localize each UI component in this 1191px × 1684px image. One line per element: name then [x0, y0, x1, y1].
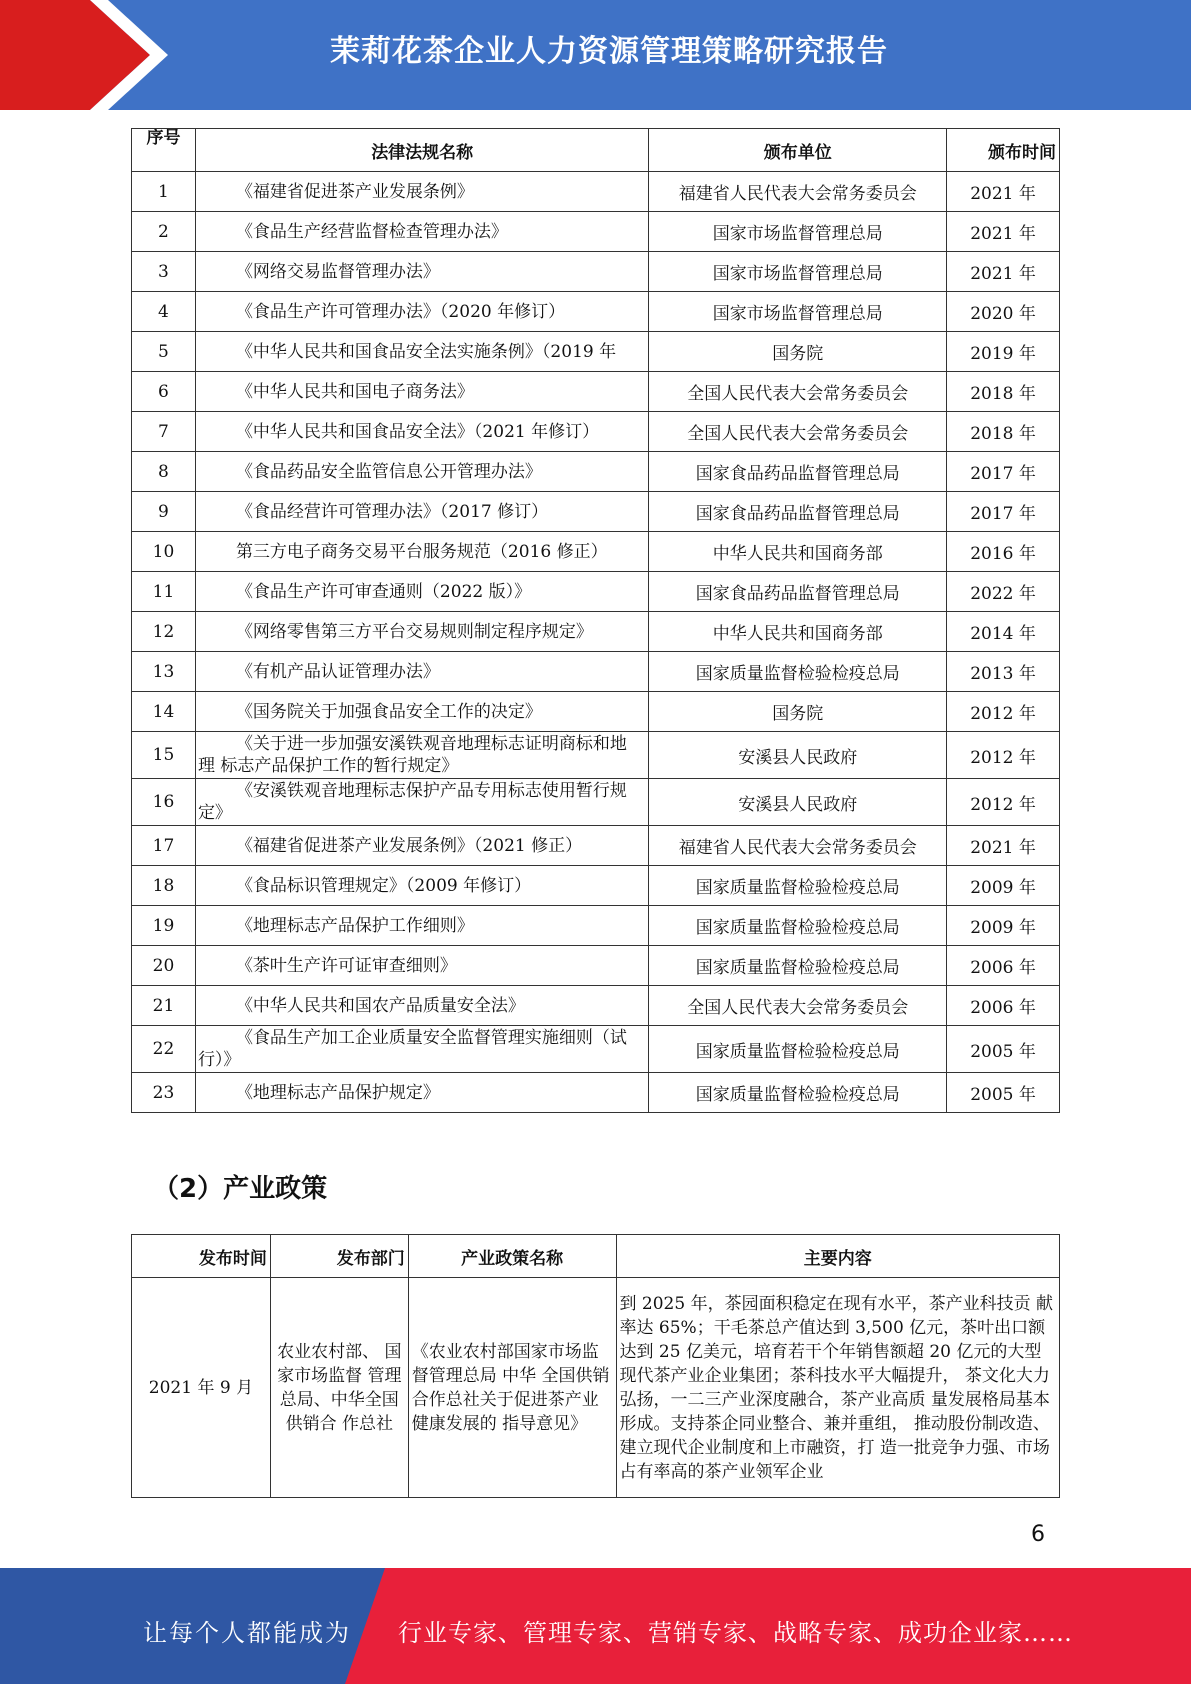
cell-seq: 9 — [132, 492, 196, 532]
cell-seq: 22 — [132, 1026, 196, 1073]
cell-issuer: 国家市场监督管理总局 — [649, 212, 947, 252]
cell-year: 2022 年 — [947, 572, 1060, 612]
cell-seq: 18 — [132, 866, 196, 906]
table-row — [132, 332, 1060, 372]
cell-issuer: 国家质量监督检验检疫总局 — [649, 1073, 947, 1113]
cell-law-name — [195, 652, 649, 692]
table-row — [132, 906, 1060, 946]
law-name-line: 《福建省促进茶产业发展条例》（2021 修正） — [235, 835, 583, 856]
col-header-name: 法律法规名称 — [195, 129, 649, 172]
cell-issuer: 中华人民共和国商务部 — [649, 612, 947, 652]
cell-year: 2012 年 — [947, 779, 1060, 826]
cell-law-name — [195, 866, 649, 906]
page-number: 6 — [1031, 1522, 1045, 1547]
table-row — [132, 826, 1060, 866]
cell-year: 2021 年 — [947, 172, 1060, 212]
cell-law-name — [195, 732, 649, 779]
table-row — [132, 779, 1060, 826]
table-row — [132, 412, 1060, 452]
law-name-line: 《国务院关于加强食品安全工作的决定》 — [235, 701, 542, 722]
cell-issuer: 国务院 — [649, 692, 947, 732]
table-row — [132, 572, 1060, 612]
cell-law-name — [195, 532, 649, 572]
cell-seq: 14 — [132, 692, 196, 732]
cell-year: 2016 年 — [947, 532, 1060, 572]
table-row — [132, 652, 1060, 692]
law-name-line: 《食品生产经营监督检查管理办法》 — [235, 221, 508, 242]
col-header-seq: 序号 — [132, 129, 196, 172]
cell-issuer: 国家市场监督管理总局 — [649, 252, 947, 292]
cell-seq: 2 — [132, 212, 196, 252]
table-row — [132, 252, 1060, 292]
cell-year: 2005 年 — [947, 1026, 1060, 1073]
cell-seq: 17 — [132, 826, 196, 866]
law-name-line: 《安溪铁观音地理标志保护产品专用标志使用暂行规 — [235, 781, 627, 801]
table-row — [132, 532, 1060, 572]
cell-year: 2021 年 — [947, 252, 1060, 292]
section-title: （2）产业政策 — [153, 1174, 328, 1204]
cell-law-name — [195, 452, 649, 492]
cell-seq: 23 — [132, 1073, 196, 1113]
col-header-content: 主要内容 — [616, 1235, 1060, 1278]
law-name-line: 《食品生产加工企业质量安全监督管理实施细则（试 — [235, 1028, 627, 1048]
cell-seq: 4 — [132, 292, 196, 332]
cell-law-name — [195, 906, 649, 946]
law-name-line: 《网络交易监督管理办法》 — [235, 261, 440, 282]
law-name-line: 《网络零售第三方平台交易规则制定程序规定》 — [235, 621, 593, 642]
cell-law-name — [195, 292, 649, 332]
law-name-line-2: 定》 — [197, 803, 232, 823]
cell-issuer: 国务院 — [649, 332, 947, 372]
cell-year: 2021 年 — [947, 826, 1060, 866]
table-row — [132, 1026, 1060, 1073]
cell-seq: 1 — [132, 172, 196, 212]
cell-seq: 10 — [132, 532, 196, 572]
cell-issuer: 国家食品药品监督管理总局 — [649, 492, 947, 532]
table-row — [132, 1073, 1060, 1113]
cell-issuer: 福建省人民代表大会常务委员会 — [649, 826, 947, 866]
cell-seq: 19 — [132, 906, 196, 946]
cell-issuer: 国家质量监督检验检疫总局 — [649, 906, 947, 946]
law-name-line: 《地理标志产品保护工作细则》 — [235, 915, 474, 936]
law-name-line: 《食品药品安全监管信息公开管理办法》 — [235, 461, 542, 482]
law-name-line: 第三方电子商务交易平台服务规范（2016 修正） — [235, 541, 608, 562]
law-name-line: 《中华人民共和国农产品质量安全法》 — [235, 995, 525, 1016]
cell-year: 2013 年 — [947, 652, 1060, 692]
table-row — [132, 212, 1060, 252]
law-name-line: 《茶叶生产许可证审查细则》 — [235, 955, 457, 976]
cell-law-name — [195, 492, 649, 532]
table-row — [132, 1278, 1060, 1498]
cell-issuer: 福建省人民代表大会常务委员会 — [649, 172, 947, 212]
cell-year: 2020 年 — [947, 292, 1060, 332]
law-name-line: 《食品生产许可管理办法》（2020 年修订） — [235, 301, 566, 322]
cell-year: 2017 年 — [947, 452, 1060, 492]
cell-law-name — [195, 692, 649, 732]
cell-year: 2006 年 — [947, 986, 1060, 1026]
col-header-dept: 发布部门 — [270, 1235, 408, 1278]
cell-issuer: 安溪县人民政府 — [649, 779, 947, 826]
policy-date: 2021 年 9 月 — [132, 1278, 271, 1498]
cell-year: 2014 年 — [947, 612, 1060, 652]
cell-seq: 21 — [132, 986, 196, 1026]
cell-law-name — [195, 986, 649, 1026]
cell-year: 2021 年 — [947, 212, 1060, 252]
law-name-line: 《福建省促进茶产业发展条例》 — [235, 181, 474, 202]
cell-seq: 16 — [132, 779, 196, 826]
cell-law-name — [195, 612, 649, 652]
cell-law-name — [195, 412, 649, 452]
cell-year: 2017 年 — [947, 492, 1060, 532]
cell-issuer: 国家食品药品监督管理总局 — [649, 572, 947, 612]
cell-seq: 15 — [132, 732, 196, 779]
table-row — [132, 986, 1060, 1026]
cell-law-name — [195, 779, 649, 826]
cell-issuer: 国家食品药品监督管理总局 — [649, 452, 947, 492]
law-name-line: 《中华人民共和国食品安全法实施条例》（2019 年 — [235, 341, 617, 362]
cell-year: 2012 年 — [947, 732, 1060, 779]
col-header-year: 颁布时间 — [947, 129, 1060, 172]
cell-year: 2005 年 — [947, 1073, 1060, 1113]
law-name-line: 《食品标识管理规定》（2009 年修订） — [235, 875, 532, 896]
col-header-org: 颁布单位 — [649, 129, 947, 172]
table-row — [132, 172, 1060, 212]
law-name-line: 《中华人民共和国电子商务法》 — [235, 381, 474, 402]
policy-name: 《农业农村部国家市场监督管理总局 中华 全国供销合作总社关于促进茶产业健康发展的 指导意见》 — [408, 1278, 616, 1498]
cell-law-name — [195, 212, 649, 252]
policy-dept: 农业农村部、 国家市场监督 管理总局、中华全国供销合 作总社 — [270, 1278, 408, 1498]
policy-content: 到 2025 年，茶园面积稳定在现有水平，茶产业科技贡 献率达 65%；干毛茶总产值达到 3,500 亿元，茶叶出口额达到 25 亿美元，培育若干个年销售额超 20 亿元的大型现代茶产业企业集团；茶科技水平大幅提升， 茶文化大力弘扬，一二三产业深度融合，茶产业高质 量发展格局基本形成。支持茶企同业整合、兼并重组， 推动股份制改造、建立现代企业制度和上市融资，打 造一批竞争力强、市场占有率高的茶产业领军企业 — [616, 1278, 1060, 1498]
cell-year: 2018 年 — [947, 412, 1060, 452]
cell-seq: 12 — [132, 612, 196, 652]
cell-issuer: 全国人民代表大会常务委员会 — [649, 412, 947, 452]
table-row — [132, 292, 1060, 332]
law-name-line: 《地理标志产品保护规定》 — [235, 1082, 440, 1103]
footer-slogan-left: 让每个人都能成为 — [143, 1619, 351, 1647]
cell-law-name — [195, 252, 649, 292]
cell-year: 2018 年 — [947, 372, 1060, 412]
col-header-policy-name: 产业政策名称 — [408, 1235, 616, 1278]
law-name-line: 《食品经营许可管理办法》（2017 修订） — [235, 501, 549, 522]
cell-year: 2012 年 — [947, 692, 1060, 732]
cell-law-name — [195, 332, 649, 372]
policy-table-header-row — [132, 1235, 1060, 1278]
table-row — [132, 866, 1060, 906]
law-table-header-row — [132, 129, 1060, 172]
cell-issuer: 安溪县人民政府 — [649, 732, 947, 779]
cell-issuer: 国家质量监督检验检疫总局 — [649, 946, 947, 986]
law-name-line-2: 理 标志产品保护工作的暂行规定》 — [197, 756, 459, 776]
cell-seq: 8 — [132, 452, 196, 492]
cell-law-name — [195, 1073, 649, 1113]
header-red-chevron — [0, 0, 150, 110]
cell-seq: 20 — [132, 946, 196, 986]
cell-issuer: 国家市场监督管理总局 — [649, 292, 947, 332]
cell-seq: 11 — [132, 572, 196, 612]
table-row — [132, 732, 1060, 779]
cell-seq: 13 — [132, 652, 196, 692]
cell-seq: 3 — [132, 252, 196, 292]
cell-year: 2009 年 — [947, 906, 1060, 946]
cell-law-name — [195, 826, 649, 866]
policy-table — [131, 1234, 1060, 1498]
cell-law-name — [195, 372, 649, 412]
table-row — [132, 372, 1060, 412]
cell-issuer: 全国人民代表大会常务委员会 — [649, 986, 947, 1026]
cell-seq: 7 — [132, 412, 196, 452]
cell-year: 2006 年 — [947, 946, 1060, 986]
table-row — [132, 492, 1060, 532]
cell-year: 2019 年 — [947, 332, 1060, 372]
law-table — [131, 128, 1060, 1113]
cell-issuer: 国家质量监督检验检疫总局 — [649, 652, 947, 692]
table-row — [132, 946, 1060, 986]
cell-issuer: 国家质量监督检验检疫总局 — [649, 1026, 947, 1073]
table-row — [132, 612, 1060, 652]
cell-issuer: 中华人民共和国商务部 — [649, 532, 947, 572]
cell-seq: 6 — [132, 372, 196, 412]
law-name-line: 《食品生产许可审查通则（2022 版）》 — [235, 581, 532, 602]
header-title: 茉莉花茶企业人力资源管理策略研究报告 — [330, 34, 888, 69]
cell-seq: 5 — [132, 332, 196, 372]
col-header-date: 发布时间 — [132, 1235, 271, 1278]
footer-slogan-right: 行业专家、管理专家、营销专家、战略专家、成功企业家…… — [398, 1619, 1073, 1647]
law-name-line: 《有机产品认证管理办法》 — [235, 661, 440, 682]
table-row — [132, 692, 1060, 732]
cell-issuer: 国家质量监督检验检疫总局 — [649, 866, 947, 906]
cell-law-name — [195, 572, 649, 612]
law-name-line: 《中华人民共和国食品安全法》（2021 年修订） — [235, 421, 600, 442]
cell-year: 2009 年 — [947, 866, 1060, 906]
law-name-line: 《关于进一步加强安溪铁观音地理标志证明商标和地 — [235, 734, 627, 754]
cell-law-name — [195, 1026, 649, 1073]
table-row — [132, 452, 1060, 492]
cell-law-name — [195, 172, 649, 212]
law-name-line-2: 行）》 — [197, 1050, 241, 1070]
cell-law-name — [195, 946, 649, 986]
cell-issuer: 全国人民代表大会常务委员会 — [649, 372, 947, 412]
